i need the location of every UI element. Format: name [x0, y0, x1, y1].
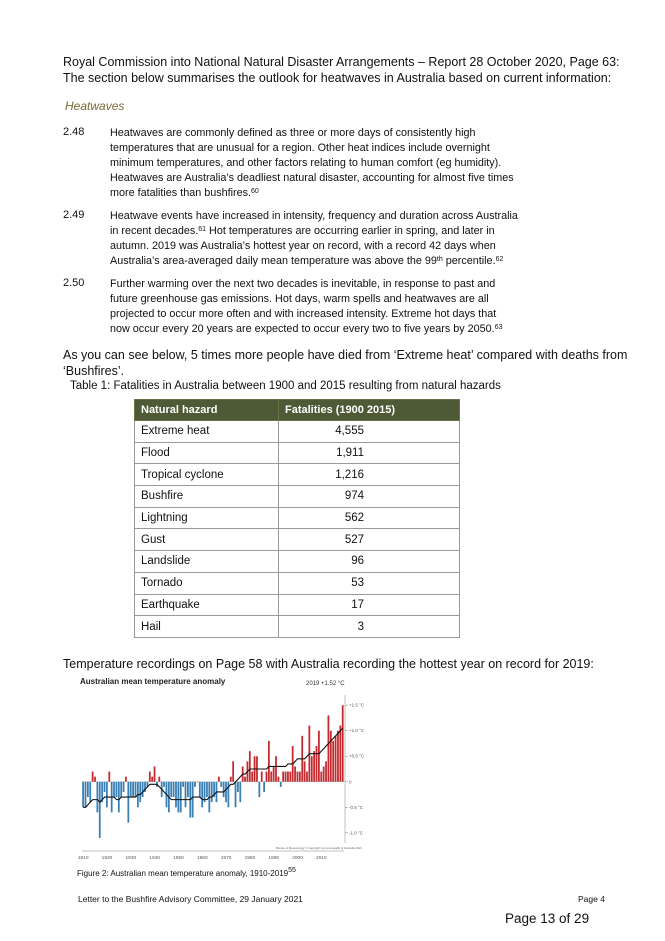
table-row — [135, 442, 460, 464]
anomaly-bar — [249, 751, 251, 782]
anomaly-bar — [299, 772, 301, 782]
anomaly-bar — [261, 772, 263, 782]
anomaly-bar — [182, 782, 184, 787]
anomaly-bar — [158, 777, 160, 782]
figure-caption — [77, 869, 296, 878]
x-tick-label: 1950 — [173, 856, 184, 861]
hazard-cell: Lightning — [135, 507, 279, 529]
anomaly-bar — [273, 766, 275, 781]
anomaly-bar — [170, 782, 172, 797]
footnote-ref: 61 — [198, 226, 207, 233]
hazard-cell: Flood — [135, 442, 279, 464]
paragraph-line: Heatwaves are Australia’s deadliest natural disaster, accounting for almost five times — [110, 172, 514, 184]
anomaly-bar — [225, 782, 227, 802]
statement-text — [63, 347, 643, 379]
paragraph-line: minimum temperatures, and other factors relating to human comfort (eg humidity). — [110, 157, 502, 169]
anomaly-bar — [123, 782, 125, 792]
anomaly-bar — [201, 782, 203, 808]
paragraph-number: 2.48 — [63, 126, 85, 138]
section-heading: Heatwaves — [65, 99, 125, 113]
anomaly-bar — [239, 782, 241, 802]
anomaly-bar — [258, 782, 260, 797]
x-tick-label: 1920 — [101, 856, 113, 861]
anomaly-bar — [335, 736, 337, 782]
x-tick-label: 2000 — [292, 856, 303, 861]
statement-line: As you can see below, 5 times more people have died from ‘Extreme heat’ compared with deaths from — [63, 348, 628, 362]
anomaly-bar — [175, 782, 177, 808]
paragraph-line-text: Hot temperatures are occurring earlier in spring, and later in — [206, 225, 495, 237]
hazard-cell: Gust — [135, 529, 279, 551]
hazard-cell: Tropical cyclone — [135, 464, 279, 486]
anomaly-bar — [235, 782, 237, 808]
paragraph-line — [110, 186, 540, 201]
fatalities-cell: 53 — [279, 572, 460, 594]
anomaly-bar — [192, 782, 194, 818]
intro-line-2: The section below summarises the outlook for heatwaves in Australia based on current information: — [63, 71, 612, 85]
footer-left: Letter to the Bushfire Advisory Committee, 29 January 2021 — [78, 894, 303, 904]
footnote-ref: 62 — [495, 256, 504, 263]
anomaly-bar — [294, 766, 296, 781]
anomaly-bar — [306, 772, 308, 782]
x-tick-label: 1930 — [125, 856, 137, 861]
paragraph-line-text: more fatalities than bushfires. — [110, 187, 252, 199]
chart-credit: Bureau of Meteorology © Copyright Commonwealth of Australia 2019 — [276, 846, 362, 850]
anomaly-bar — [266, 772, 268, 782]
chart-bars — [82, 705, 343, 838]
anomaly-bar — [127, 782, 129, 823]
x-tick-label: 1970 — [220, 856, 232, 861]
fatalities-cell: 96 — [279, 551, 460, 573]
anomaly-bar — [218, 777, 220, 782]
temperature-anomaly-chart — [76, 673, 365, 868]
anomaly-bar — [342, 705, 344, 782]
paragraph-line: Heatwaves are commonly defined as three or more days of consistently high — [110, 127, 476, 139]
anomaly-bar — [173, 782, 175, 797]
anomaly-bar — [118, 782, 120, 813]
anomaly-bar — [285, 772, 287, 782]
anomaly-bar — [82, 782, 84, 808]
anomaly-bar — [280, 782, 282, 787]
x-tick-label: 1990 — [268, 856, 280, 861]
intro-text — [63, 54, 643, 86]
table-row — [135, 486, 460, 508]
anomaly-bar — [220, 782, 222, 787]
fatalities-cell: 4,555 — [279, 421, 460, 443]
anomaly-bar — [337, 731, 339, 782]
paragraph-line: Further warming over the next two decades is inevitable, in response to past and — [110, 278, 496, 290]
anomaly-bar — [125, 777, 127, 782]
fatalities-cell: 1,911 — [279, 442, 460, 464]
anomaly-bar — [232, 761, 234, 781]
fatalities-cell: 17 — [279, 594, 460, 616]
anomaly-bar — [339, 726, 341, 782]
table-row — [135, 507, 460, 529]
footnote-ref: 60 — [251, 188, 259, 195]
paragraph-line: temperatures that are unusual for a region. Other heat indices include overnight — [110, 142, 490, 154]
column-header-fatalities: Fatalities (1900 2015) — [279, 400, 460, 421]
superscript-th: th — [436, 256, 443, 263]
anomaly-bar — [311, 756, 313, 782]
anomaly-bar — [120, 782, 122, 797]
paragraph-line-text: now occur every 20 years are expected to occur every two to five years by 2050. — [110, 323, 495, 335]
anomaly-bar — [85, 782, 87, 808]
paragraph-2-48 — [110, 126, 540, 201]
anomaly-bar — [92, 772, 94, 782]
anomaly-bar — [325, 761, 327, 781]
anomaly-bar — [139, 782, 141, 802]
anomaly-bar — [113, 782, 115, 797]
hazard-cell: Earthquake — [135, 594, 279, 616]
anomaly-bar — [263, 782, 265, 792]
anomaly-bar — [237, 782, 239, 792]
anomaly-bar — [149, 772, 151, 782]
paragraph-number: 2.49 — [63, 209, 85, 221]
paragraph-line: future greenhouse gas emissions. Hot days, warm spells and heatwaves are all — [110, 293, 489, 305]
chart-annotation: 2019 +1.52 °C — [306, 681, 345, 687]
anomaly-bar — [330, 731, 332, 782]
anomaly-bar — [142, 782, 144, 797]
anomaly-bar — [211, 782, 213, 802]
anomaly-bar — [251, 772, 253, 782]
y-tick-label: -0.5 °C — [349, 804, 364, 810]
fatalities-cell: 527 — [279, 529, 460, 551]
anomaly-bar — [154, 766, 156, 781]
anomaly-bar — [116, 782, 118, 797]
anomaly-bar — [108, 772, 110, 782]
anomaly-bar — [185, 782, 187, 808]
anomaly-bar — [106, 782, 108, 808]
anomaly-bar — [328, 715, 330, 781]
anomaly-bar — [268, 741, 270, 782]
fatalities-cell: 974 — [279, 486, 460, 508]
paragraph-line: autumn. 2019 was Australia’s hottest year on record, with a record 42 days when — [110, 240, 496, 252]
figure-caption-text: Figure 2: Australian mean temperature anomaly, 1910-2019 — [77, 869, 289, 878]
anomaly-bar — [151, 777, 153, 782]
statement-line: ‘Bushfires’. — [63, 364, 125, 378]
table-row — [135, 464, 460, 486]
anomaly-bar — [270, 772, 272, 782]
paragraph-line: projected to occur more often and with increased intensity. Extreme hot days that — [110, 308, 497, 320]
anomaly-bar — [289, 772, 291, 782]
paragraph-line: Heatwave events have increased in intensity, frequency and duration across Australia — [110, 210, 518, 222]
fatalities-cell: 3 — [279, 616, 460, 638]
anomaly-bar — [287, 772, 289, 782]
anomaly-bar — [244, 777, 246, 782]
y-tick-label: +1.5 °C — [349, 702, 365, 708]
column-header-hazard: Natural hazard — [135, 400, 279, 421]
paragraph-line-text: in recent decades. — [110, 225, 199, 237]
anomaly-bar — [313, 751, 315, 782]
hazard-cell: Landslide — [135, 551, 279, 573]
paragraph-line-text: percentile. — [442, 255, 496, 267]
table-row — [135, 572, 460, 594]
anomaly-bar — [132, 782, 134, 797]
x-tick-label: 1940 — [149, 856, 160, 861]
anomaly-bar — [96, 782, 98, 813]
paragraph-number: 2.50 — [63, 277, 85, 289]
hazard-cell: Hail — [135, 616, 279, 638]
anomaly-bar — [332, 741, 334, 782]
anomaly-bar — [323, 766, 325, 781]
y-tick-label: 0 — [349, 779, 352, 785]
anomaly-bar — [316, 746, 318, 782]
anomaly-bar — [230, 777, 232, 782]
anomaly-bar — [318, 731, 320, 782]
anomaly-bar — [94, 777, 96, 782]
fatalities-cell: 1,216 — [279, 464, 460, 486]
fatalities-cell: 562 — [279, 507, 460, 529]
anomaly-bar — [320, 772, 322, 782]
footnote-ref: 55 — [288, 867, 296, 874]
anomaly-bar — [282, 772, 284, 782]
anomaly-bar — [130, 782, 132, 797]
anomaly-bar — [304, 761, 306, 781]
y-tick-label: +0.5 °C — [349, 753, 365, 759]
anomaly-bar — [87, 782, 89, 797]
anomaly-bar — [223, 782, 225, 797]
anomaly-bar — [275, 756, 277, 782]
hazard-cell: Bushfire — [135, 486, 279, 508]
anomaly-bar — [99, 782, 101, 838]
y-tick-label: +1.0 °C — [349, 728, 365, 734]
anomaly-bar — [180, 782, 182, 813]
paragraph-line — [110, 322, 540, 337]
table-row — [135, 551, 460, 573]
table-row — [135, 616, 460, 638]
table-row — [135, 529, 460, 551]
anomaly-bar — [194, 782, 196, 787]
anomaly-bar — [89, 782, 91, 802]
anomaly-bar — [199, 782, 201, 797]
anomaly-bar — [177, 782, 179, 813]
temperature-line: Temperature recordings on Page 58 with Australia recording the hottest year on record for 2019: — [63, 657, 594, 671]
anomaly-bar — [104, 782, 106, 792]
paragraph-line-text: Australia’s area-averaged daily mean temperature was above the 99 — [110, 255, 437, 267]
x-tick-label: 1960 — [196, 856, 208, 861]
table-header-row — [135, 400, 460, 421]
table-row — [135, 594, 460, 616]
anomaly-bar — [278, 777, 280, 782]
anomaly-bar — [206, 782, 208, 797]
hazard-cell: Tornado — [135, 572, 279, 594]
x-tick-label: 1980 — [244, 856, 256, 861]
page-number: Page 13 of 29 — [505, 911, 590, 926]
table-row — [135, 421, 460, 443]
intro-line-1: Royal Commission into National Natural Disaster Arrangements – Report 28 October 2020, Page 63: — [63, 55, 620, 69]
chart-title: Australian mean temperature anomaly — [80, 677, 226, 686]
x-tick-label: 2010 — [316, 856, 327, 861]
anomaly-bar — [187, 782, 189, 797]
footnote-ref: 63 — [494, 324, 503, 331]
anomaly-bar — [297, 772, 299, 782]
anomaly-bar — [163, 782, 165, 787]
fatalities-table — [134, 399, 460, 638]
paragraph-line — [110, 254, 540, 269]
y-tick-label: -1.0 °C — [349, 830, 364, 836]
footer-right: Page 4 — [578, 894, 605, 904]
table-caption: Table 1: Fatalities in Australia between 1900 and 2015 resulting from natural hazards — [70, 380, 501, 392]
paragraph-2-50 — [110, 277, 540, 337]
x-tick-label: 1910 — [77, 856, 89, 861]
hazard-cell: Extreme heat — [135, 421, 279, 443]
paragraph-line — [110, 224, 540, 239]
paragraph-2-49 — [110, 209, 540, 269]
anomaly-bar — [135, 782, 137, 797]
